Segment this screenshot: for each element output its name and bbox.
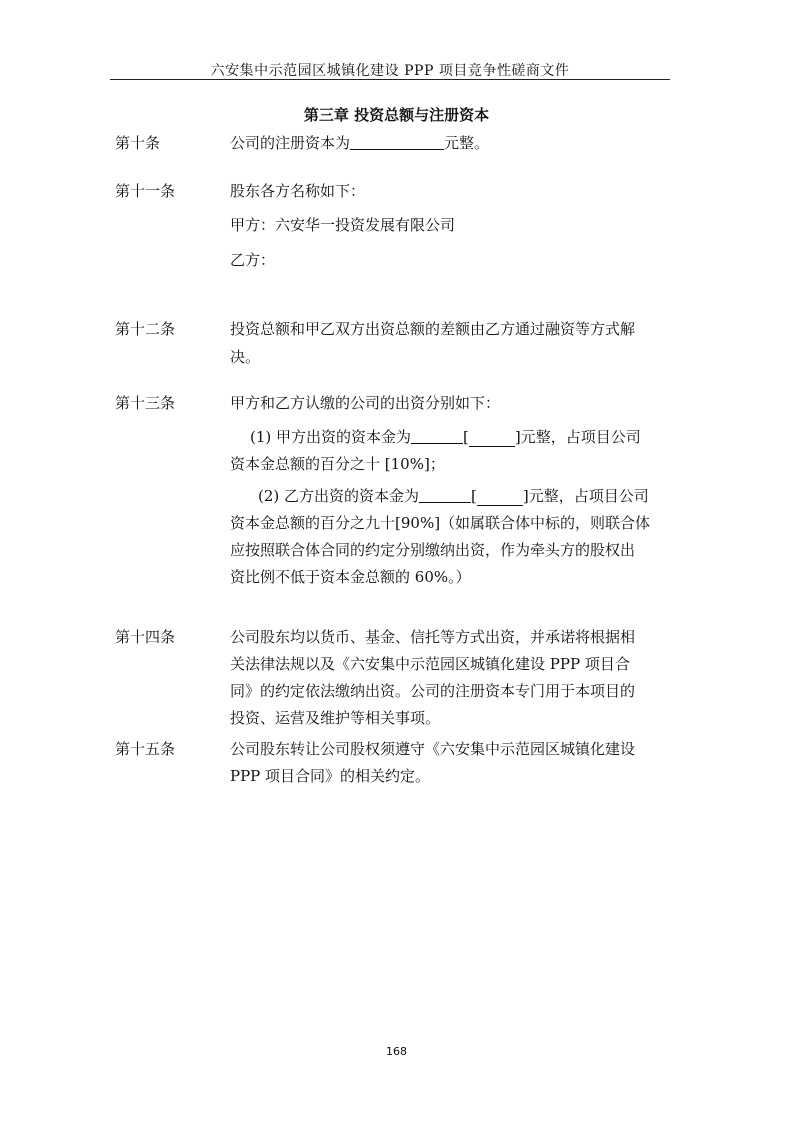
article-13-item-2-line-2: 资本金总额的百分之九十[90%]（如属联合体中标的，则联合体 — [230, 514, 651, 532]
article-13-intro: 甲方和乙方认缴的公司的出资分别如下： — [230, 394, 501, 412]
item-1-prefix: (1) 甲方出资的资本金为 — [250, 428, 412, 446]
article-11-label: 第十一条 — [115, 182, 176, 200]
item-2-bracket-blank — [477, 487, 523, 506]
item-2-prefix: (2) 乙方出资的资本金为 — [258, 487, 420, 505]
item-1-blank — [411, 429, 463, 444]
article-11-line-1: 股东各方名称如下： — [230, 182, 366, 200]
item-2-blank — [419, 488, 471, 503]
article-13-item-2-line-3: 应按照联合体合同的约定分别缴纳出资，作为牵头方的股权出 — [230, 541, 636, 559]
article-14-line-1: 公司股东均以货币、基金、信托等方式出资，并承诺将根据相 — [230, 628, 636, 646]
chapter-title: 第三章 投资总额与注册资本 — [303, 106, 490, 124]
article-13-item-2-line-4: 资比例不低于资本金总额的 60%。） — [230, 568, 471, 586]
article-10-text-after: 元整。 — [444, 134, 490, 152]
item-2-bracket-open: [ — [471, 487, 477, 505]
header-divider — [110, 79, 670, 80]
article-10-text — [230, 132, 489, 153]
item-1-bracket-blank — [469, 428, 515, 447]
item-2-bracket-close: ] — [522, 487, 529, 505]
article-14-line-3: 同》的约定依法缴纳出资。公司的注册资本专门用于本项目的 — [230, 682, 636, 700]
article-13-item-2 — [258, 485, 649, 506]
article-10-label: 第十条 — [115, 134, 161, 152]
article-12-line-1: 投资总额和甲乙双方出资总额的差额由乙方通过融资等方式解 — [230, 320, 636, 338]
article-15-line-1: 公司股东转让公司股权须遵守《六安集中示范园区城镇化建设 — [230, 740, 636, 758]
article-13-item-1 — [250, 426, 641, 447]
item-1-bracket-open: [ — [463, 428, 469, 446]
item-1-suffix: 元整，占项目公司 — [520, 428, 641, 446]
document-header: 六安集中示范园区城镇化建设 PPP 项目竞争性磋商文件 — [210, 63, 570, 79]
article-11-line-3: 乙方： — [230, 251, 276, 269]
article-12-line-2: 决。 — [230, 348, 261, 366]
article-15-line-2: PPP 项目合同》的相关约定。 — [230, 767, 431, 785]
registered-capital-blank — [350, 135, 444, 150]
article-11-line-2: 甲方：六安华一投资发展有限公司 — [230, 216, 456, 234]
page-number: 168 — [386, 1045, 407, 1058]
item-1-bracket-close: ] — [514, 428, 521, 446]
article-10-text-before: 公司的注册资本为 — [230, 134, 351, 152]
article-15-label: 第十五条 — [115, 740, 176, 758]
article-12-label: 第十二条 — [115, 320, 176, 338]
article-13-label: 第十三条 — [115, 394, 176, 412]
article-14-label: 第十四条 — [115, 628, 176, 646]
item-2-suffix: 元整，占项目公司 — [528, 487, 649, 505]
article-14-line-2: 关法律法规以及《六安集中示范园区城镇化建设 PPP 项目合 — [230, 655, 630, 673]
article-14-line-4: 投资、运营及维护等相关事项。 — [230, 709, 441, 727]
article-13-item-1-line-2: 资本金总额的百分之十 [10%]； — [230, 455, 445, 473]
